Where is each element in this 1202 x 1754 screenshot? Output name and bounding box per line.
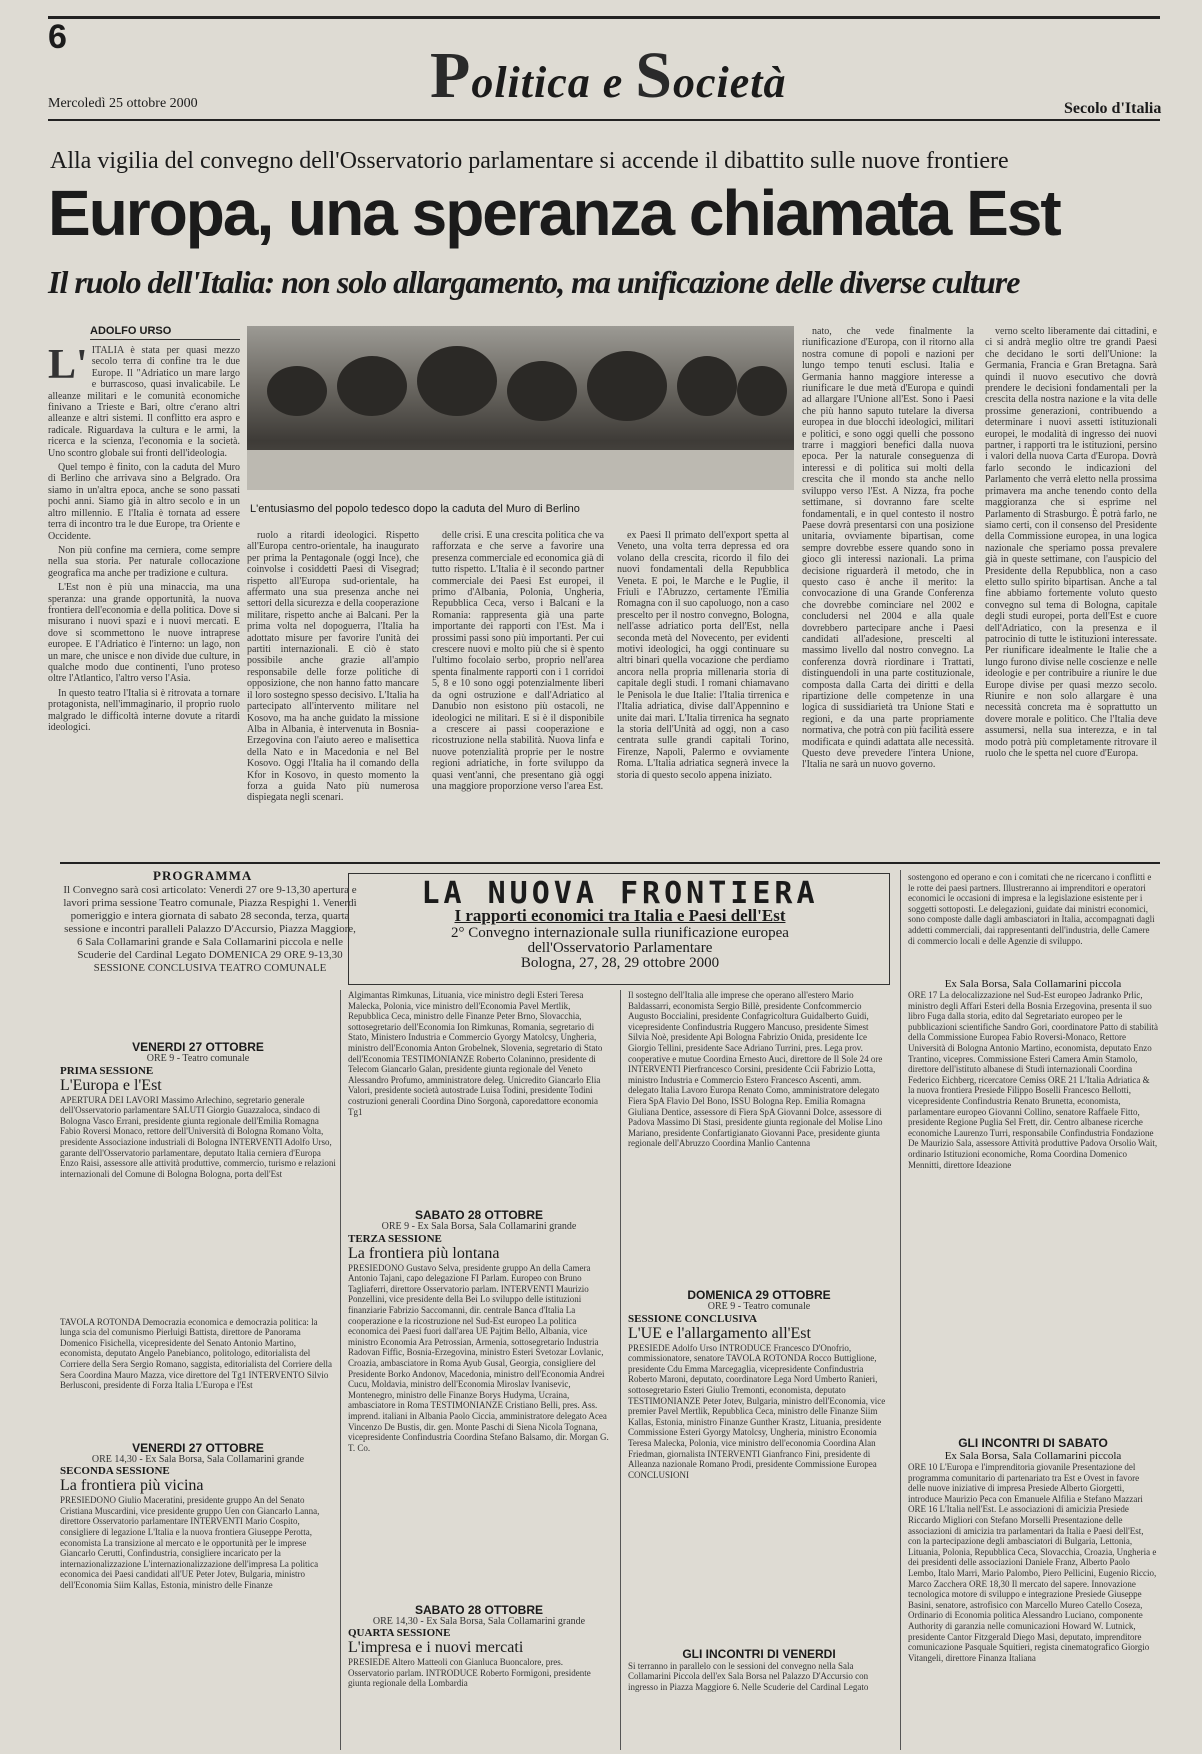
conference-line-3: dell'Osservatorio Parlamentare [527,940,713,956]
article-column-2 [247,530,419,863]
friday-meetings-body: Si terranno in parallelo con le sessioni del convegno nella Sala Collamarini Piccola dell'ex Sala Borsa nel Palazzo D'Accursio con ingresso in Piazza Maggiore 6. Nelle Scuderie del Cardinal Legato [628,1660,869,1692]
session-1-body: APERTURA DEI LAVORI Massimo Arlechino, segretario generale dell'Osservatorio parlamentare SALUTI Giorgio Guazzaloca, sindaco di Bologna Vasco Errani, presidente giunta regionale dell'Emilia Romagna Fabio Roversi Monaco, rettore dell'Università di Bologna Romano Volta, presidente Associazione industriali di Bologna INTERVENTI Adolfo Urso, garante dell'Osservatorio parlamentare, deputato Italia cerniera d'Europa Enzo Raisi, assessore alle attività produttive, commercio, turismo e relazioni internazionali del Comune di Bologna Bologna, porta dell'Est [60,1094,336,1179]
top-rule [48,16,1160,19]
col4-text: ex Paesi Il primato dell'export spetta al Veneto, una volta terra depressa ed ora volano della crescita, ricordo il filo dei nuovi fondamentali della Repubblica Veneta. E poi, le Marche e le Puglie, il Friuli e l'Abruzzo, certamente l'Emilia Romagna con il suo capoluogo, non a caso prescelto per il nostro convegno, Bologna, nell'asse adriatico porta dell'Est, nella seconda metà del Novecento, per evidenti motivi ideologici, ha oggi continuare su altri binari quella vocazione che perdiamo ancora nella propria millenaria storia di capitale degli studi. I romani chiamavano le Penisola le due Italie: l'Italia tirrenica e l'Italia adriatica, divise dall'Appennino e unite dai mari. L'Italia tirrenica ha segnato la storia dell'Unità ad oggi, non a caso centrata sulle grandi capitali Torino, Firenze, Napoli, Palermo e ovviamente Roma. L'Italia adriatica segnerà invece la storia di questo secolo appena iniziato. [617,530,789,781]
article-kicker: Alla vigilia del convegno dell'Osservatorio parlamentare si accende il dibattito sulle nuove frontiere [50,148,1009,174]
col1-p5: In questo teatro l'Italia si è ritrovata a tornare protagonista, nell'immaginario, il proprio ruolo malgrado le difficoltà interne dovute a ritardi ideologici. [48,687,240,733]
fri-am-time: ORE 9 - Teatro comunale [146,1054,250,1064]
saturday-meetings-body: ORE 10 L'Europa e l'imprenditoria giovanile Presentazione del programma comunitario di partenariato tra Est e Ovest in favore delle nuove iniziative di impresa Presiede Alberto Giorgetti, introduce Maurizio Peca con Emanuele Alfilia e Stefano Mazzari ORE 16 L'Italia nell'Est. Le associazioni di amicizia Presiede Riccardo Migliori con Stefano Morselli Presentazione delle associazioni di amicizia tra parlamentari da Italia e Paesi dell'Est, con la partecipazione degli ambasciatori di Bulgaria, Lettonia, Lituania, Polonia, Repubblica Ceca, Slovacchia, Croazia, Ungheria e dei presidenti delle associazioni Daniele Franz, Alberto Paolo Lembo, Italo Marri, Mario Palombo, Piero Pellicini, Eugenio Riccio, Marco Zacchera ORE 18,30 Il mercato del sapere. Innovazione tecnologica motore di sviluppo e integrazione Presiede Giuseppe Basini, senatore, astrofisico con Marcello Mureo Catello Coseza, Ordinario di Economia politica Alessandro Luciano, componente Authority di garanzia nelle comunicazioni Howard W. Lutnick, presidente Cantor Fitzgerald Diego Masi, deputato, imprenditore comunicazione Pasquale Squitieri, regista cinematografico Giorgio Vitangeli, direttore Finanza Italiana [908,1462,1157,1663]
col2-text: ruolo a ritardi ideologici. Rispetto all'Europa centro-orientale, ha inaugurato per prima la Pentagonale (oggi Ince), che coinvolse i cosiddetti Paesi di Visegrad; rispetto all'Europa sud-orientale, ha affermato una sua presenza anche nei settori della sicurezza e della cooperazione militare, rispetto anche ai Balcani. Per la prima volta nel dopoguerra, l'Italia ha adottato misure per favorire l'unità dei partiti internazionali. E ciò è stato possibile anche grazie all'ampio responsabile delle forze politiche di opposizione, che non hanno fatto mancare il loro sostegno spesso decisivo. L'Italia ha partecipato all'intervento militare nel Kosovo, ma ha anche guidato la missione Alba in Albania, è intervenuta in Bosnia-Erzegovina con l'aiuto aereo e malisettica della Nato e in Macedonia e nel Bel Kosovo. Oggi l'Italia ha il comando della Kfor in Kosovo, in questo momento la forza a guida Nato più numerosa dispiegata negli scenari. [247,530,419,804]
saturday-meetings-location: Ex Sala Borsa, Sala Collamarini piccola [944,1450,1122,1462]
conference-line-4: Bologna, 27, 28, 29 ottobre 2000 [520,955,720,971]
session-5-label: SESSIONE CONCLUSIVA [628,1312,758,1325]
session-2-label: SECONDA SESSIONE [60,1465,170,1478]
sun-day: DOMENICA 29 OTTOBRE [687,1288,831,1302]
sat-pm-time: ORE 14,30 - Ex Sala Borsa, Sala Collamarini grande [372,1616,586,1627]
col1-p4: L'Est non è più una minaccia, ma una speranza: una grande opportunità, la nuova frontiera dell'economia e della politica. Dove si misurano i nuovi spazi e i nuovi mercati. E dove si scommettono le nuove intraprese europee. E l'Adriatico è l'interno: un lago, non un mare, che unisce e non divide due culture, in qualche modo due continenti, l'uno proteso oltre l'Atlantico, l'altro verso l'Asia. [48,582,240,685]
column-d-top: sostengono ed operano e con i comitati che ne ricercano i conflitti e le rotte dei paesi partners. Illustreranno ai imprenditori e operatori economici le occasioni di impresa e la legislazione esistente per i soggetti sottoposti. Le delegazioni, guidate dai ministri economici, sono composte dalle dagli ambasciatori in Italia, accompagnati dagli addetti commerciali, dai rappresentanti dell'industria, delle Camere di commercio locali e delle Agenzie di sviluppo. [908,872,1155,946]
session-3-label: TERZA SESSIONE [348,1232,442,1245]
programme-column-c [628,990,890,1752]
fri-am-day: VENERDI 27 OTTOBRE [132,1040,264,1054]
column-b-top: Algimantas Rimkunas, Lituania, vice ministro degli Esteri Teresa Malecka, Polonia, vice ministro dell'Economia Pavel Mertlik, Repubblica Ceca, ministro delle Finanze Peter Brno, Slovacchia, sottosegretario dell'Economia Ion Rimkunas, Romania, segretario di Stato, Ministero Industria e Commercio Gyorgy Matolcsy, Ungheria, ministro dell'Economia Anton Grobelnek, Slovenia, segretario di Stato dell'Economia TESTIMONIANZE Roberto Colaninno, presidente di Telecom Giancarlo Galan, presidente giunta regionale del Veneto Alessandro Profumo, amministratore deleg. Unicredito Giancarlo Elia Valori, presidente società autostrade Luisa Todini, presidente Todini costruzioni generali Coordina Dino Sorgonà, caporedattore economia Tg1 [348,990,603,1117]
session-1-label: PRIMA SESSIONE [60,1064,154,1077]
col6-text: verno scelto liberamente dai cittadini, e ci si andrà meglio oltre tre grandi Paesi che decidano le sorti dell'Unione: la Germania, Francia e Gran Bretagna. Sarà quindi il nuovo esecutivo che dovrà prendere le decisioni fondamentali per la crescita della nostra nazione e la vita delle prossime generazioni, contribuendo a determinare i nuovi assetti istituzionali europei, le modalità di ingresso dei nuovi partner, i rapporti tra le istituzioni, persino i valori della nuova Carta d'Europa. Dovrà farlo secondo le indicazioni del Parlamento che verrà eletto nella prossima primavera ma anche tenendo conto della maggioranza che si esprime nel Parlamento di Strasburgo. È potrà farlo, ne siamo certi, con il consenso del Presidente della Commissione europea, in una logica nazionale che speriamo possa prevalere già in queste settimane, con l'auspicio del Presidente della Repubblica, non a caso eletto sullo spirito bipartisan. Anche a tal fine abbiamo fortemente voluto questo convegno sul tema di Bologna, capitale degli studi europei, porta dell'Est e cuore dell'Adriatico, con la presenza e il patrocinio di tutte le istituzioni interessate. Per riunificare idealmente le Italie che a lungo furono divise nelle coscienze e nelle ideologie e per contribuire a riunire le due Europe divise per quasi mezzo secolo. Riunire e non solo allargare è una necessità concreta ma è soprattutto un dovere morale e politico. Che l'Italia deve assumersi, nella sua interezza, e in tal modo potrà più completamente ritrovare il ruolo che le spetta nel cuore d'Europa. [985,326,1157,760]
conference-details [360,926,880,971]
article-headline: Europa, una speranza chiamata Est [48,177,1060,249]
session-5-body: PRESIEDE Adolfo Urso INTRODUCE Francesco D'Onofrio, commissionatore, senatore TAVOLA ROTONDA Rocco Buttiglione, presidente Cdu Emma Marcegaglia, vicepresidente Confindustria Roberto Maroni, deputato, coordinatore Lega Nord Umberto Ranieri, sottosegretario Esteri Giulio Tremonti, economista, deputato TESTIMONIANZE Peter Jotev, Bulgaria, ministro dell'Economia, vice premier Pavel Mertlik, Repubblica Ceca, ministro delle Finanze Siim Kallas, Estonia, ministro Finanze Gunther Krastz, Lituania, presidente Commissione Esteri Gyorgy Matolcsy, Ungheria, ministro Economia Teresa Malecka, Polonia, vice ministro dell'economia Coordina Alan Friedman, giornalista INTERVENTI Gianfranco Fini, presidente di Alleanza nazionale Romano Prodi, presidente Commissione Europea CONCLUSIONI [628,1342,886,1480]
programme-column-b [348,990,610,1752]
section-title-s: S [635,39,674,112]
session-3-body: PRESIEDONO Gustavo Selva, presidente gruppo An della Camera Antonio Tajani, capo delegazione FI Parlam. Europeo con Bruno Tagliaferri, direttore Osservatorio parlam. INTERVENTI Maurizio Ponzellini, vice presidente della Bei Lo sviluppo delle istituzioni finanziarie Fabrizio Saccomanni, dir. centrale Banca d'Italia La cooperazione e la ricostruzione nel Sud-Est europeo La politica economica dei Paesi fuori dall'area UE Pajtim Bello, Albania, vice ministro Economia Ara Petrossian, Armenia, sottosegretario Industria Radovan Fiffic, Bosnia-Erzegovina, ministro Esteri Svetozar Lovlanic, Croazia, ambasciatore in Roma Ayub Gusal, Georgia, consigliere del Presidente Borko Andonov, Macedonia, ministro dell'Economia Andrei Cucu, Moldavia, ministro dell'Economia Miroslav Ivanisevic, Montenegro, ministro delle Finanze Borys Hudyma, Ucraina, ambasciatore in Roma TESTIMONIANZE Cristiano Belli, pres. Ass. imprend. italiani in Albania Paolo Ciccia, amministratore delegato Acea Vincenzo De Bustis, dir. gen. Monte Paschi di Siena Nicola Tognana, vicepresidente Confindustria Coordina Stefano Balsamo, dir. Morgan G. T. Co. [348,1262,609,1453]
section-title-rest1: olitica e [471,58,636,107]
article-column-3 [432,530,604,863]
session-3-title: La frontiera più lontana [348,1244,500,1262]
column-d-body: ORE 17 La delocalizzazione nel Sud-Est europeo Jadranko Prlic, ministro degli Affari Esteri della Bosnia Erzegovina, presenta il suo libro Fuga dalla storia, edito dal Segretariato europeo per le pubblicazioni scientifiche Sandro Gori, coordinatore Patto di stabilità della Commissione Europea Fabio Roversi-Monaco, Rettore Università di Bologna Antonio Martino, economista, deputato Enzo Trantino, vicepres. Commissione Esteri Camera Amin Stamolo, direttore dell'istituto albanese di Studi internazionali Coordina Federico Eichberg, ricercatore Cemiss ORE 21 L'Italia Adriatica & la nuova frontiera Presiede Filippo Boselli Francesco Bellotti, vicepresidente Confindustria Renato Brunetta, economista, parlamentare europeo Giovanni Collino, senatore Raffaele Fitto, presidente Regione Puglia Sel Frett, dir. Centro albanese ricerche economiche Laurenzo Turri, responsabile Confindustria Fondazione De Maurizio Sala, assessore Attività produttive Padova Orsolio Wait, ordinario Istituzioni economiche, Roma Coordina Domenico Mennitti, direttore Ideazione [908,990,1158,1170]
sat-am-time: ORE 9 - Ex Sala Borsa, Sala Collamarini grande [381,1222,577,1232]
col-divider-1 [340,990,341,1750]
article-column-1 [48,345,240,863]
programme-column-d [908,872,1158,1752]
session-4-title: L'impresa e i nuovi mercati [348,1639,524,1657]
session-5-title: L'UE e l'allargamento all'Est [628,1324,811,1342]
section-title-rest2: ocietà [673,58,787,107]
fri-pm-time: ORE 14,30 - Ex Sala Borsa, Sala Collamarini grande [91,1454,305,1465]
article-column-5 [802,326,974,863]
page-number: 6 [48,18,67,56]
photo-caption: L'entusiasmo del popolo tedesco dopo la caduta del Muro di Berlino [250,503,580,515]
article-deck: Il ruolo dell'Italia: non solo allargamento, ma unificazione delle diverse culture [48,264,1020,300]
article-bottom-rule [60,862,1160,864]
saturday-meetings-title: GLI INCONTRI DI SABATO [958,1436,1108,1450]
column-d-location: Ex Sala Borsa, Sala Collamarini piccola [944,978,1122,990]
col1-text: ITALIA è stata per quasi mezzo secolo terra di confine tra le due Europe. Il "Adriatico un mare largo e burrascoso, quasi invalicabile. Le alleanze militari e le comunità economiche finivano a Trieste e Bari, oltre c'erano altri alleanze e altri sistemi. Il conflitto era aspro e radicale. Riguardava la cultura e le armi, la ricerca e la scienza, l'economia e la società. Uno scontro globale sui fronti dell'ideologia. [48,345,240,459]
col5-text: nato, che vede finalmente la riunificazione d'Europa, con il ritorno alla nostra comune di popoli e nazioni per lungo tempo tenuti esclusi. Italia e Germania hanno maggiore interesse a riunificare le due metà d'Europa e quindi ad allargare l'Unione all'Est. Sono i Paesi che più hanno saputo tutelare la diversa europea in due blocchi ideologici, militari e politici, e sono oggi quelli che possono trarre i maggiori benefici dalla nuova epoca. Per la naturale conseguenza di interessi e di politica sui molti della crescita che il mondo sta anche nello sviluppo verso l'Est. A Nizza, fra poche settimane, si dovranno fare scelte fondamentali, e in quel contesto il nostro Paese dovrà presentarsi con una posizione unitaria, ovviamente bipartisan, come sempre dovrebbe essere quando sono in gioco gli interessi nazionali. La prima decisione riguarderà il metodo, che in questo caso è anche il merito: la convocazione di una Grande Conferenza che dovrebbe cominciare nel 2002 e concludersi nel 2004 e alla quale dovrebbero partecipare anche i Paesi candidati all'adesione, prescelti al massimo livello dal nostro convegno. La conferenza dovrà riordinare i Trattati, distinguendoli in una parte costituzionale, composta dalla Carta dei diritti e della ripartizione delle competenze in una logica di sussidiarietà tra Unione Stati e regioni, e da una parte propriamente normativa, che potrà con più facilità essere modificata e quindi adattata alle necessità. Questo deve prevedere l'intera Unione, l'Italia ne sarà un nuovo governo. [802,326,974,771]
article-column-6 [985,326,1157,863]
programme-column-a [60,1040,336,1752]
conference-title: LA NUOVA FRONTIERA [421,876,819,911]
session-2-body: PRESIEDONO Giulio Maceratini, presidente gruppo An del Senato Cristiana Muscardini, vice presidente gruppo Uen con Giancarlo Lanna, direttore Osservatorio parlamentare INTERVENTI Mario Cospito, consigliere di legazione L'Italia e la nuova frontiera Giuseppe Perotta, economista La transizione al mercato e le opportunità per le imprese Giancarlo Cerutti, Confindustria, consigliere incaricato per la internazionalizzazione L'internazionalizzazione dell'impresa La politica economica dei Paesi candidati all'UE Peter Jotev, Bulgaria, ministro dell'Economia Siim Kallas, Estonia, ministro delle Finanze [60,1495,320,1590]
article-column-4 [617,530,789,863]
friday-meetings-title: GLI INCONTRI DI VENERDI [682,1646,836,1661]
section-title-p: P [430,39,472,112]
session-1-title: L'Europa e l'Est [60,1076,162,1094]
session-2-title: La frontiera più vicina [60,1477,204,1495]
conference-line-2: 2° Convegno internazionale sulla riunificazione europea [451,925,789,941]
session-4-label: QUARTA SESSIONE [348,1627,451,1640]
conference-subtitle: I rapporti economici tra Italia e Paesi dell'Est [454,906,786,925]
issue-date: Mercoledì 25 ottobre 2000 [48,96,198,111]
byline: ADOLFO URSO [90,325,240,340]
col-divider-3 [900,870,901,1750]
sat-am-day: SABATO 28 OTTOBRE [414,1208,544,1222]
round-table: TAVOLA ROTONDA Democrazia economica e democrazia politica: la lunga scia del comunismo Pierluigi Battista, direttore de Panorama Domenico Fisichella, vicepresidente del Senato Antonio Martino, economista, deputato Angelo Panebianco, politologo, editorialista del Corriere della Sera Sergio Romano, saggista, editorialista del Corriere della Sera Coordina Mauro Mazza, vice direttore del Tg1 INTERVENTO Silvio Berlusconi, presidente di Forza Italia L'Europa e l'Est [60,1316,332,1391]
column-c-top: Il sostegno dell'Italia alle imprese che operano all'estero Mario Baldassarri, economista Sergio Billè, presidente Confcommercio Augusto Boccialini, presidente Confagricoltura Guidalberto Guidi, vicepresidente Confindustria Ruggero Mancuso, presidente Simest Silvia Noè, presidente Api Bologna Fabrizio Onida, presidente Ice Giorgio Tellini, presidente Sace Adriano Turrini, pres. Lega prov. cooperative e mutue Coordina Ernesto Auci, direttore de Il Sole 24 ore INTERVENTI Pierfrancesco Corsini, presidente Ccii Fabrizio Lotta, ministro Industria e Commercio Estero Francesco Ascenti, amm. delegato Italia Lavoro Europa Renato Como, amministratore delegato Fiera SpA Flavio Del Bono, ISSU Bologna Rep. Emilia Romagna Giuliana Dentice, assessore di Fiera SpA Giovanni Dolce, assessore di Padova Massimo Di Stasi, presidente giunta regionale del Molise Lino Mariano, presidente Confartigianato Giovanni Pace, presidente giunta regionale dell'Abruzzo Coordina Manlio Cantenna [628,990,883,1149]
sat-pm-day: SABATO 28 OTTOBRE [414,1602,544,1617]
programme-title: PROGRAMMA [153,868,253,883]
col1-p3: Non più confine ma cerniera, come sempre nella sua storia. Per naturale collocazione geografica ma anche per tradizione e cultura. [48,544,240,579]
berlin-wall-photo [247,326,794,490]
col-divider-2 [620,990,621,1750]
newspaper-name: Secolo d'Italia [1064,100,1162,117]
session-4-body: PRESIEDE Altero Matteoli con Gianluca Buoncalore, pres. Osservatorio parlam. INTRODUCE Roberto Formigoni, presidente giunta regionale della Lombardia [348,1657,591,1689]
col1-p2: Quel tempo è finito, con la caduta del Muro di Berlino che arrivava sino a Belgrado. Ora siamo in un'altra epoca, anche se sono passati pochi anni. Siamo già in altro secolo e in un altro millennio. E l'Italia è tornata ad essere terra di incontro tra le due Europe, tra Oriente e Occidente. [48,462,240,542]
col3-text: delle crisi. È una crescita politica che va rafforzata e che serve a favorire una presenza commerciale ed economica già di tutto rispetto. L'Italia è il secondo partner commerciale dei Paesi Est europei, il primo d'Albania, Polonia, Ungheria, Repubblica Ceca, verso i Balcani e la Romania: rappresenta già una parte importante dei rapporti con l'Est. Ma i prossimi passi sono più importanti. Per cui crescere nuovi e molto più che si è spento l'ultimo focolaio serbo, proprio nell'area spenta finalmente rapporti con i 1 corridoi 5, 8 e 10 sono oggi potenzialmente liberi da ogni ostruzione e dall'Adriatico al Danubio non esistono più ostacoli, ne ideologici ne militari. E si è il disponibile a crescere ai passi cooperazione e ricostruzione nella stabilità. Nuova linfa e nuove potenzialità proprie per le nostre regioni adriatiche, in forte sviluppo da quasi vent'anni, che presentano già oggi una maggiore proporzione verso l'area Est. [432,530,604,792]
dropcap: L' [48,345,88,388]
sun-time: ORE 9 - Teatro comunale [707,1302,811,1312]
fri-pm-day: VENERDI 27 OTTOBRE [132,1440,264,1455]
programme-intro: Il Convegno sarà così articolato: Venerdì 27 ore 9-13,30 apertura e lavori prima sessione Teatro comunale, Piazza Respighi 1. Venerdì pomeriggio e intera giornata di sabato 28 seconda, terza, quarta sessione e incontri paralleli Palazzo D'Accursio, Piazza Maggiore, 6 Sala Collamarini grande e Sala Collamarini piccola e nelle Scuderie del Cardinal Legato DOMENICA 29 ORE 9-13,30 SESSIONE CONCLUSIVA TEATRO COMUNALE [63,884,357,974]
header-rule [48,119,1160,121]
section-title [430,38,787,114]
